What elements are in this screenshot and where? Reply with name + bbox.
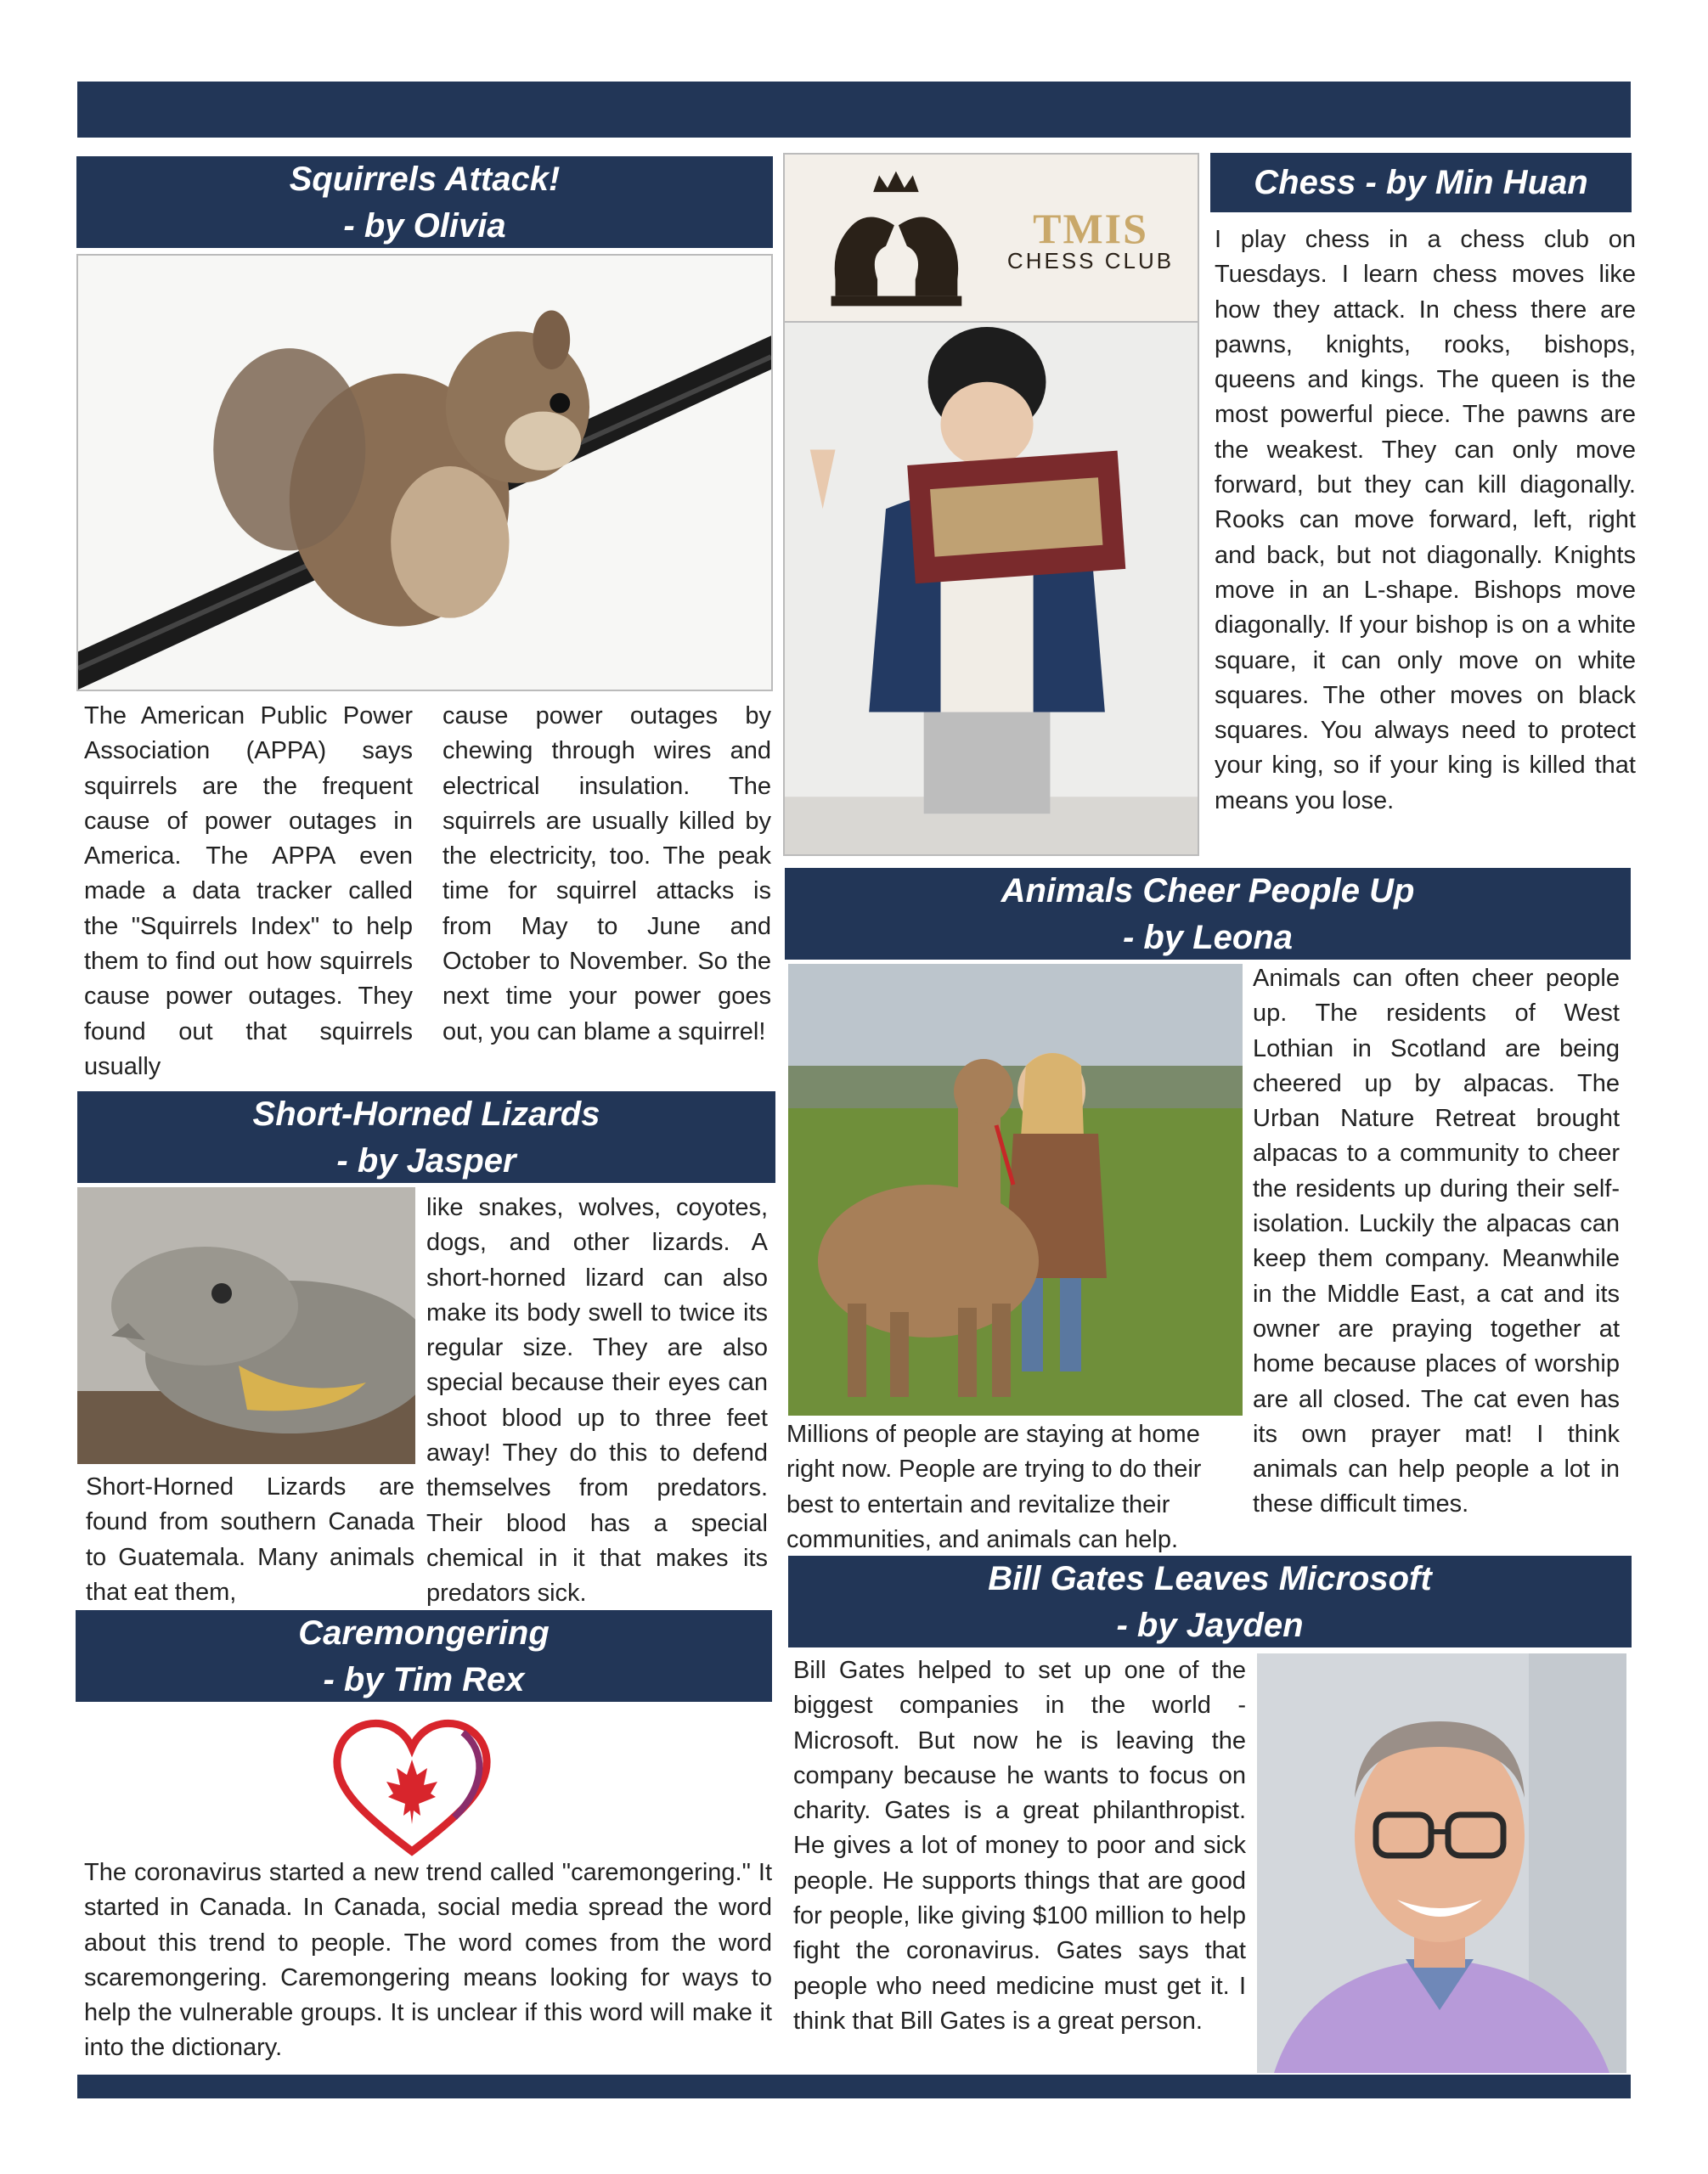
gates-text: Bill Gates helped to set up one of the biggest companies in the world - Microsoft. But now he is leaving the company because he wants to focus on charity. Gates is a great philanthropist. He gives a lot of money to poor and sick people. He supports things that are good for people, like giving $100 million to help fight the coronavirus. Gates says that people who need medicine must get it. I think that Bill Gates is a great person. <box>793 1657 1246 2035</box>
lizards-heading <box>77 1091 775 1183</box>
squirrels-text-col1: The American Public Power Association (APPA) says squirrels are the frequent cause of power outages in America. The APPA even made a data tracker called the "Squirrels Index" to help them to find out how squirrels cause power outages. They found out that squirrels usually <box>84 702 413 1080</box>
chess-student-photo <box>783 323 1199 856</box>
chess-club-logo <box>783 153 1199 323</box>
lizards-text-right: like snakes, wolves, coyotes, dogs, and other lizards. A short-horned lizard can also make its body swell to twice its regular size. They are also special because their eyes can shoot blood up to three feet away! They do this to defend themselves from predators. Their blood has a special chemical in it that makes its predators sick. <box>426 1194 768 1608</box>
maple-heart-icon <box>327 1715 497 1860</box>
animals-title: Animals Cheer People Up <box>1001 872 1415 910</box>
lizards-byline: - by Jasper <box>336 1142 516 1180</box>
bottom-banner <box>77 2075 1631 2098</box>
chess-text: I play chess in a chess club on Tuesdays. I learn chess moves like how they attack. In chess there are pawns, knights, rooks, bishops, queens and kings. The queen is the most powerful piece. The pawns are the weakest. They can only move forward, but they can kill diagonally. Rooks can move forward, left, right and back, but not diagonally. Knights move in an L-shape. Bishops move diagonally. If your bishop is on a white square, it can only move on white squares. The other moves on black squares. You always need to protect your king, so if your king is killed that means you lose. <box>1215 226 1636 814</box>
alpaca-photo <box>788 964 1243 1416</box>
caremongering-title: Caremongering <box>298 1614 550 1652</box>
gates-byline: - by Jayden <box>1116 1607 1304 1644</box>
gates-heading <box>788 1556 1632 1647</box>
chess-heading <box>1210 153 1632 212</box>
animals-text-below: Millions of people are staying at home right now. People are trying to do their best to entertain and revitalize their communities, and animals can help. <box>786 1421 1202 1553</box>
squirrels-text-col2: cause power outages by chewing through wires and electrical insulation. The squirrels are usually killed by the electricity, too. The peak time for squirrel attacks is from May to June and October to November. So the next time your power goes out, you can blame a squirrel! <box>443 702 771 1045</box>
lizards-text-below: Short-Horned Lizards are found from southern Canada to Guatemala. Many animals that eat them, <box>86 1473 414 1606</box>
animals-text-side: Animals can often cheer people up. The residents of West Lothian in Scotland are being cheered up by alpacas. The Urban Nature Retreat brought alpacas to a community to cheer the residents up during their self-isolation. Luckily the alpacas can keep them company. Meanwhile in the Middle East, a cat and its owner are praying together at home because places of worship are all closed. The cat even has its own prayer mat! I think animals can help people a lot in these difficult times. <box>1253 965 1620 1518</box>
caremongering-heading <box>76 1610 772 1702</box>
bill-gates-photo <box>1257 1653 1626 2073</box>
lizard-photo <box>77 1187 415 1464</box>
squirrels-heading <box>76 156 773 248</box>
squirrel-photo <box>76 254 773 691</box>
squirrels-byline: - by Olivia <box>343 207 506 245</box>
caremongering-text: The coronavirus started a new trend called "caremongering." It started in Canada. In Canada, social media spread the word about this trend to people. The word comes from the word scaremongering. Caremongering means looking for ways to help the vulnerable groups. It is unclear if this word will make it into the dictionary. <box>84 1859 772 2062</box>
chess-title: Chess - by Min Huan <box>1254 164 1588 201</box>
top-banner <box>77 82 1631 138</box>
chess-club-logo-title: TMIS <box>1033 205 1148 252</box>
caremongering-byline: - by Tim Rex <box>323 1661 525 1698</box>
gates-title: Bill Gates Leaves Microsoft <box>988 1560 1432 1597</box>
animals-byline: - by Leona <box>1122 919 1294 956</box>
animals-heading <box>785 868 1631 960</box>
lizards-title: Short-Horned Lizards <box>252 1095 600 1133</box>
chess-club-logo-subtitle: CHESS CLUB <box>1006 248 1175 273</box>
squirrels-title: Squirrels Attack! <box>289 161 561 198</box>
